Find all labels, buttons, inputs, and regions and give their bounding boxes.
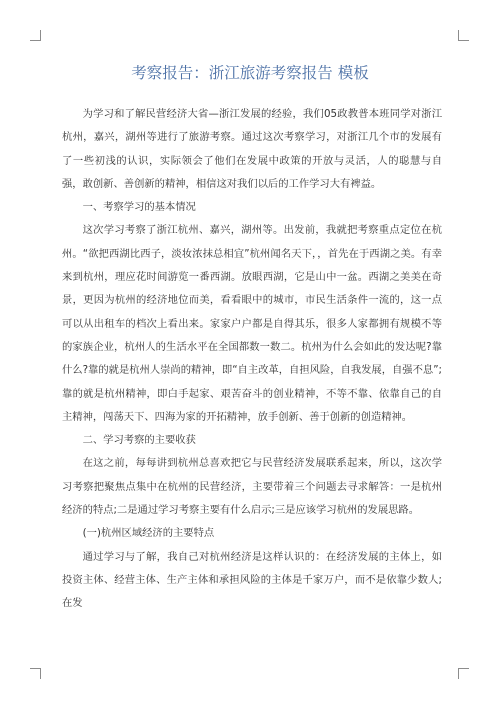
section-2-paragraph: 在这之前，每每讲到杭州总喜欢把它与民营经济发展联系起来，所以，这次学习考察把聚焦点集中在杭州的民营经济，主要带着三个问题去寻求解答：一是杭州经济的特点;二是通过学习考察主要有什么启示;三是应该学习杭州的发展思路。: [62, 457, 442, 517]
crop-mark-bottom-left: [30, 668, 41, 679]
section-heading-2: 二、学习考察的主要收获: [82, 434, 196, 447]
crop-mark-top-right: [458, 30, 469, 41]
crop-mark-top-left: [30, 30, 41, 41]
intro-paragraph: 为学习和了解民营经济大省—浙江发展的经验，我们05政教普本班同学对浙江杭州，嘉兴，湖州等进行了旅游考察。通过这次考察学习，对浙江几个市的发展有了一些初浅的认识，实际领会了他们在发展中政策的开放与灵活，人的聪慧与自强，敢创新、善创新的精神，相信这对我们以后的工作学习大有裨益。: [62, 108, 442, 190]
document-body: [62, 103, 442, 616]
section-heading-1: 一、考察学习的基本情况: [82, 201, 196, 214]
subsection-heading-1: (一)杭州区域经济的主要特点: [82, 527, 215, 540]
document-title: 考察报告：浙江旅游考察报告 模板: [131, 64, 369, 82]
crop-mark-bottom-right: [458, 668, 469, 679]
subsection-1-paragraph: 通过学习与了解，我自己对杭州经济是这样认识的：在经济发展的主体上，如投资主体、经营主体、生产主体和承担风险的主体是千家万户，而不是依靠少数人;在发: [62, 550, 442, 610]
section-1-paragraph: 这次学习考察了浙江杭州、嘉兴，湖州等。出发前，我就把考察重点定位在杭州。“欲把西湖比西子，淡妆浓抹总相宜”杭州闻名天下，，首先在于西湖之美。有幸来到杭州，理应花时间游览一番西湖。放眼西湖，它是山中一盆。西湖之美美在奇景，更因为杭州的经济地位而美，看看眼中的城市，市民生活条件一流的，这一点可以从出租车的档次上看出来。家家户户都是自得其乐，很多人家都拥有规模不等的家族企业，杭州人的生活水平在全国都数一数二。杭州为什么会如此的发达呢?靠什么?靠的就是杭州人崇尚的精神，即“自主改革，自担风险，自我发展，自强不息”;靠的就是杭州精神，即白手起家、艰苦奋斗的创业精神，不等不靠、依靠自己的自主精神，闯荡天下、四海为家的开拓精神，放手创新、善于创新的创造精神。: [62, 224, 442, 423]
